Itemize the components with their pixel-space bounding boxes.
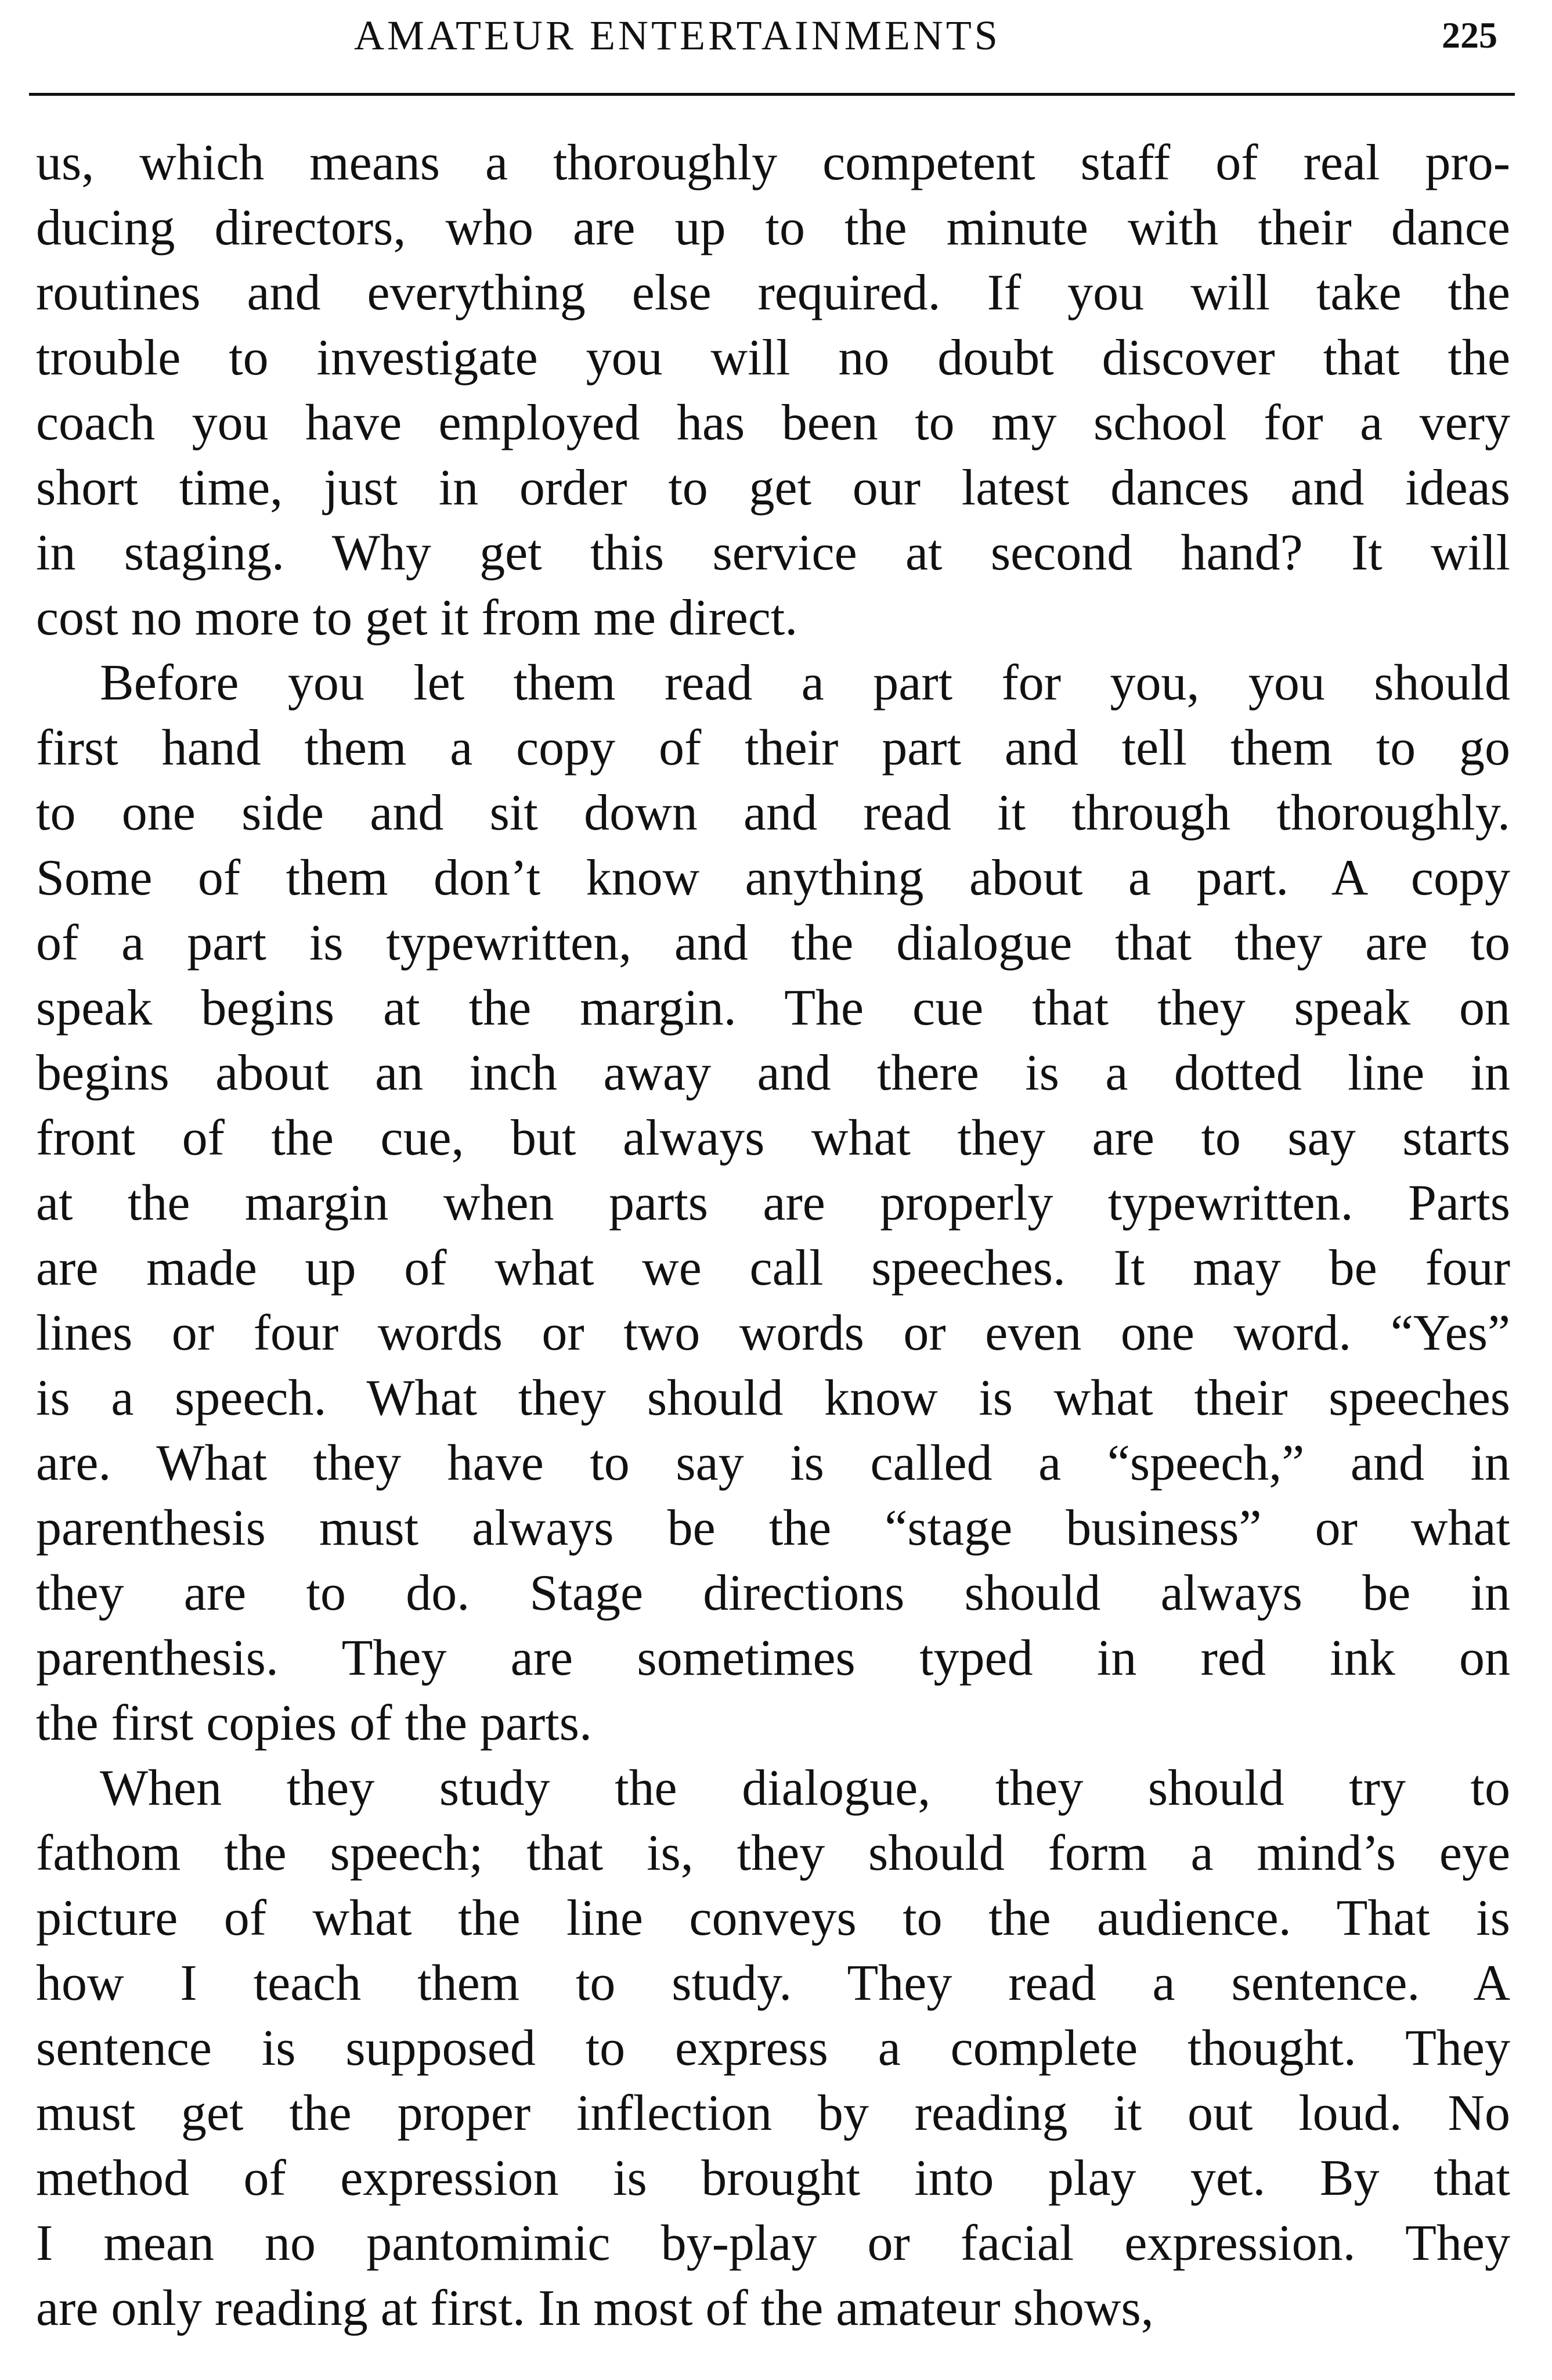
text-line: to one side and sit down and read it through thoroughly. xyxy=(36,785,1510,841)
text-line: are only reading at first. In most of the amateur shows, xyxy=(36,2280,1154,2336)
text-line: must get the proper inflection by reading it out loud. No xyxy=(36,2085,1510,2141)
text-line: parenthesis must always be the “stage business” or what xyxy=(36,1500,1510,1556)
paragraph xyxy=(36,131,1510,651)
text-line: trouble to investigate you will no doubt discover that the xyxy=(36,330,1510,386)
text-line: method of expression is brought into play yet. By that xyxy=(36,2150,1510,2206)
text-line: of a part is typewritten, and the dialogue that they are to xyxy=(36,915,1510,971)
text-line: they are to do. Stage directions should always be in xyxy=(36,1565,1510,1621)
text-line: parenthesis. They are sometimes typed in red ink on xyxy=(36,1630,1510,1686)
running-title: AMATEUR ENTERTAINMENTS xyxy=(354,12,1001,59)
text-line: routines and everything else required. If you will take the xyxy=(36,265,1510,321)
text-line: front of the cue, but always what they are to say starts xyxy=(36,1110,1510,1166)
text-line: how I teach them to study. They read a sentence. A xyxy=(36,1955,1510,2011)
text-line: When they study the dialogue, they should try to xyxy=(100,1760,1510,1816)
text-line: us, which means a thoroughly competent staff of real pro- xyxy=(36,135,1510,191)
text-line: begins about an inch away and there is a dotted line in xyxy=(36,1045,1510,1101)
text-line: coach you have employed has been to my school for a very xyxy=(36,395,1510,451)
text-line: is a speech. What they should know is what their speeches xyxy=(36,1370,1510,1426)
text-line: lines or four words or two words or even one word. “Yes” xyxy=(36,1305,1510,1361)
text-line: in staging. Why get this service at second hand? It will xyxy=(36,525,1510,581)
page-number: 225 xyxy=(1442,15,1497,56)
body-text xyxy=(36,131,1510,2341)
book-page xyxy=(29,0,1515,2380)
text-line: Some of them don’t know anything about a part. A copy xyxy=(36,850,1510,906)
text-line: fathom the speech; that is, they should form a mind’s eye xyxy=(36,1825,1510,1881)
text-line: first hand them a copy of their part and tell them to go xyxy=(36,720,1510,776)
text-line: are. What they have to say is called a “speech,” and in xyxy=(36,1435,1510,1491)
header-rule xyxy=(29,93,1515,96)
paragraph xyxy=(36,1756,1510,2341)
text-line: speak begins at the margin. The cue that they speak on xyxy=(36,980,1510,1036)
text-line: the first copies of the parts. xyxy=(36,1695,592,1751)
text-line: at the margin when parts are properly typewritten. Parts xyxy=(36,1175,1510,1231)
text-line: ducing directors, who are up to the minute with their dance xyxy=(36,200,1510,256)
text-line: cost no more to get it from me direct. xyxy=(36,590,798,646)
text-line: sentence is supposed to express a complete thought. They xyxy=(36,2020,1510,2076)
text-line: I mean no pantomimic by-play or facial expression. They xyxy=(36,2215,1510,2271)
text-line: picture of what the line conveys to the audience. That is xyxy=(36,1890,1510,1946)
text-line: short time, just in order to get our latest dances and ideas xyxy=(36,460,1510,516)
paragraph xyxy=(36,651,1510,1756)
running-head xyxy=(29,8,1515,72)
text-line: Before you let them read a part for you, you should xyxy=(100,655,1510,711)
text-line: are made up of what we call speeches. It may be four xyxy=(36,1240,1510,1296)
